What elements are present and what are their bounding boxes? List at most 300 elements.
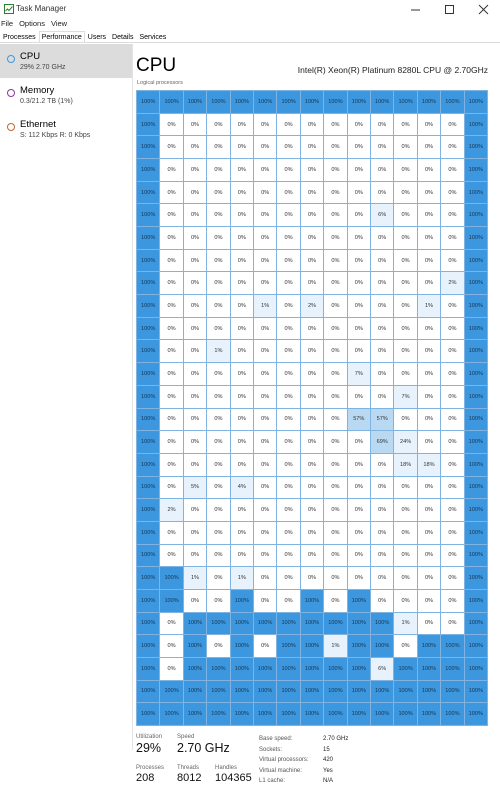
processor-cell: 0% (371, 272, 393, 294)
processor-cell: 0% (441, 567, 463, 589)
processor-cell: 0% (254, 204, 276, 226)
processor-cell: 0% (348, 454, 370, 476)
processor-cell: 100% (394, 658, 416, 680)
detail-key: Virtual processors: (259, 757, 309, 764)
processor-cell: 0% (348, 431, 370, 453)
processor-cell: 100% (465, 340, 487, 362)
processor-cell: 0% (324, 386, 346, 408)
processor-cell: 0% (324, 295, 346, 317)
processor-cell: 0% (207, 386, 229, 408)
processor-cell: 0% (231, 545, 253, 567)
processor-cell: 0% (348, 250, 370, 272)
processor-cell: 0% (231, 318, 253, 340)
processor-cell: 0% (301, 204, 323, 226)
processor-cell: 0% (324, 318, 346, 340)
processor-cell: 0% (277, 363, 299, 385)
processor-cell: 100% (371, 635, 393, 657)
menu-bar (0, 18, 72, 30)
minimize-button[interactable] (398, 0, 432, 18)
processor-cell: 100% (348, 658, 370, 680)
processor-cell: 0% (348, 386, 370, 408)
processor-cell: 0% (371, 250, 393, 272)
processor-cell: 0% (441, 590, 463, 612)
processor-cell: 69% (371, 431, 393, 453)
memory-graph-icon (7, 89, 15, 97)
processor-cell: 100% (137, 182, 159, 204)
processor-cell: 0% (231, 182, 253, 204)
processor-cell: 0% (394, 136, 416, 158)
processor-cell: 7% (394, 386, 416, 408)
sidebar-item-memory[interactable] (0, 78, 132, 112)
tab-performance[interactable]: Performance (39, 31, 85, 42)
processor-cell: 1% (324, 635, 346, 657)
processor-cell: 0% (441, 431, 463, 453)
utilization-label: Utilization (136, 734, 163, 740)
processor-cell: 1% (418, 295, 440, 317)
processor-cell: 100% (441, 91, 463, 113)
processor-cell: 0% (207, 295, 229, 317)
processor-cell: 0% (184, 386, 206, 408)
processor-cell: 0% (231, 454, 253, 476)
processor-cell: 0% (277, 295, 299, 317)
processor-cell: 0% (231, 409, 253, 431)
processor-cell: 0% (348, 204, 370, 226)
processor-cell: 0% (441, 204, 463, 226)
processor-cell: 0% (160, 658, 182, 680)
processor-cell: 0% (301, 136, 323, 158)
detail-key: Virtual machine: (259, 767, 302, 774)
processor-cell: 100% (254, 681, 276, 703)
processor-cell: 100% (231, 658, 253, 680)
processor-cell: 0% (324, 590, 346, 612)
processor-cell: 0% (418, 340, 440, 362)
detail-row (259, 745, 348, 756)
processor-cell: 100% (465, 227, 487, 249)
sidebar-item-cpu[interactable] (0, 44, 132, 78)
processor-cell: 100% (184, 613, 206, 635)
processor-cell: 100% (301, 613, 323, 635)
grid-label: Logical processors (137, 80, 183, 86)
processor-cell: 100% (465, 431, 487, 453)
processor-cell: 0% (207, 409, 229, 431)
processor-cell: 100% (231, 703, 253, 725)
processor-cell: 0% (394, 159, 416, 181)
processor-cell: 0% (301, 522, 323, 544)
processor-cell: 0% (207, 590, 229, 612)
processor-cell: 0% (254, 136, 276, 158)
processor-cell: 100% (465, 454, 487, 476)
processor-cell: 0% (394, 318, 416, 340)
processor-cell: 0% (371, 477, 393, 499)
detail-row (259, 734, 348, 745)
processor-cell: 0% (441, 477, 463, 499)
processor-cell: 0% (301, 477, 323, 499)
processor-cell: 100% (465, 703, 487, 725)
processor-cell: 0% (160, 409, 182, 431)
processor-cell: 0% (418, 114, 440, 136)
processor-cell: 0% (277, 159, 299, 181)
processor-cell: 0% (394, 499, 416, 521)
processor-cell: 100% (137, 204, 159, 226)
processor-cell: 0% (418, 250, 440, 272)
processor-cell: 0% (184, 159, 206, 181)
menu-file[interactable]: File (1, 19, 14, 28)
processor-cell: 0% (371, 386, 393, 408)
processor-cell: 0% (160, 227, 182, 249)
processor-cell: 0% (207, 159, 229, 181)
processor-cell: 0% (441, 499, 463, 521)
processor-cell: 0% (348, 340, 370, 362)
processor-cell: 0% (277, 522, 299, 544)
processor-cell: 0% (301, 409, 323, 431)
threads-label: Threads (177, 765, 200, 771)
speed-label: Speed (177, 734, 195, 740)
processor-cell: 0% (184, 545, 206, 567)
processor-cell: 0% (324, 409, 346, 431)
processor-cell: 100% (418, 681, 440, 703)
processor-cell: 100% (348, 590, 370, 612)
processor-cell: 0% (160, 386, 182, 408)
processor-cell: 100% (324, 681, 346, 703)
processor-cell: 0% (207, 477, 229, 499)
processor-cell: 0% (254, 545, 276, 567)
processor-cell: 100% (465, 658, 487, 680)
page-title: CPU (136, 55, 177, 76)
processor-cell: 0% (277, 318, 299, 340)
processor-cell: 100% (254, 658, 276, 680)
menu-view[interactable]: View (50, 19, 68, 28)
processor-cell: 0% (207, 204, 229, 226)
processor-cell: 0% (277, 272, 299, 294)
processor-cell: 100% (465, 363, 487, 385)
close-button[interactable] (466, 0, 500, 18)
processor-cell: 0% (277, 227, 299, 249)
processor-cell: 0% (441, 295, 463, 317)
processor-cell: 0% (231, 272, 253, 294)
processor-cell: 0% (324, 363, 346, 385)
processor-cell: 0% (348, 227, 370, 249)
processor-cell: 0% (441, 340, 463, 362)
processor-cell: 0% (184, 136, 206, 158)
cpu-details-list (259, 734, 348, 787)
processor-cell: 100% (465, 590, 487, 612)
processor-cell: 0% (254, 409, 276, 431)
processor-cell: 1% (394, 613, 416, 635)
processor-cell: 0% (394, 567, 416, 589)
processor-cell: 0% (418, 590, 440, 612)
processor-cell: 0% (207, 454, 229, 476)
processor-cell: 100% (465, 114, 487, 136)
processor-cell: 0% (441, 227, 463, 249)
processor-cell: 0% (277, 182, 299, 204)
processor-cell: 100% (254, 703, 276, 725)
processor-cell: 0% (324, 204, 346, 226)
processor-cell: 100% (137, 227, 159, 249)
processor-cell: 0% (371, 182, 393, 204)
processor-cell: 0% (254, 363, 276, 385)
processor-cell: 100% (465, 272, 487, 294)
processor-cell: 0% (324, 272, 346, 294)
processor-cell: 100% (465, 635, 487, 657)
processor-cell: 0% (301, 318, 323, 340)
sidebar-item-label: CPU (20, 51, 41, 62)
cpu-graph-icon (7, 55, 15, 63)
processor-cell: 100% (160, 91, 182, 113)
processor-cell: 0% (277, 340, 299, 362)
processor-cell: 100% (137, 590, 159, 612)
processor-cell: 100% (277, 703, 299, 725)
processor-cell: 0% (301, 454, 323, 476)
processor-cell: 0% (254, 386, 276, 408)
processor-cell: 100% (137, 272, 159, 294)
processor-cell: 100% (465, 386, 487, 408)
processor-cell: 0% (277, 386, 299, 408)
processor-cell: 100% (465, 159, 487, 181)
processor-cell: 0% (371, 136, 393, 158)
processor-cell: 18% (418, 454, 440, 476)
processor-cell: 100% (465, 681, 487, 703)
processor-cell: 0% (160, 340, 182, 362)
processor-cell: 100% (348, 635, 370, 657)
processor-cell: 0% (207, 499, 229, 521)
processor-cell: 0% (277, 590, 299, 612)
processor-cell: 0% (301, 340, 323, 362)
processor-cell: 0% (324, 136, 346, 158)
cpu-model-name: Intel(R) Xeon(R) Platinum 8280L CPU @ 2.70GHz (297, 65, 488, 75)
processor-cell: 0% (160, 613, 182, 635)
processor-cell: 100% (137, 454, 159, 476)
processor-cell: 0% (441, 454, 463, 476)
processor-cell: 100% (277, 613, 299, 635)
processor-cell: 0% (418, 386, 440, 408)
processor-cell: 0% (418, 409, 440, 431)
processor-cell: 0% (184, 114, 206, 136)
processor-cell: 0% (394, 409, 416, 431)
processor-cell: 0% (231, 499, 253, 521)
processor-cell: 100% (465, 250, 487, 272)
processor-cell: 0% (371, 545, 393, 567)
processor-cell: 0% (301, 272, 323, 294)
processor-cell: 100% (137, 159, 159, 181)
processor-cell: 0% (277, 409, 299, 431)
processor-cell: 0% (301, 114, 323, 136)
sidebar-item-ethernet[interactable] (0, 112, 132, 146)
processor-cell: 0% (301, 545, 323, 567)
processor-cell: 0% (254, 454, 276, 476)
processor-cell: 0% (394, 114, 416, 136)
processor-cell: 0% (301, 431, 323, 453)
speed-value: 2.70 GHz (177, 741, 230, 755)
processor-cell: 100% (465, 522, 487, 544)
processor-cell: 100% (277, 635, 299, 657)
processor-cell: 0% (418, 159, 440, 181)
processor-cell: 100% (137, 386, 159, 408)
processes-value: 208 (136, 772, 155, 784)
tab-processes[interactable]: Processes (3, 34, 36, 41)
processor-cell: 0% (277, 136, 299, 158)
processor-cell: 100% (301, 91, 323, 113)
processor-cell: 0% (160, 522, 182, 544)
processor-cell: 0% (394, 522, 416, 544)
processor-cell: 0% (348, 136, 370, 158)
sidebar-item-detail: 0.3/21.2 TB (1%) (20, 98, 73, 105)
processor-cell: 100% (231, 91, 253, 113)
processor-cell: 0% (394, 477, 416, 499)
performance-panel (133, 44, 500, 785)
processor-cell: 1% (207, 340, 229, 362)
tab-bar (0, 31, 500, 43)
processor-cell: 6% (371, 204, 393, 226)
processor-cell: 100% (137, 703, 159, 725)
processor-cell: 100% (207, 658, 229, 680)
processor-cell: 0% (418, 522, 440, 544)
processor-cell: 0% (348, 499, 370, 521)
menu-options[interactable]: Options (19, 19, 45, 28)
processor-cell: 100% (324, 658, 346, 680)
tab-details[interactable]: Details (112, 34, 134, 41)
processor-cell: 100% (371, 681, 393, 703)
processor-cell: 100% (394, 681, 416, 703)
tab-services[interactable]: Services (139, 34, 167, 41)
processor-cell: 0% (160, 431, 182, 453)
processor-cell: 0% (184, 182, 206, 204)
maximize-button[interactable] (432, 0, 466, 18)
processor-cell: 100% (160, 681, 182, 703)
processor-cell: 100% (441, 681, 463, 703)
processor-cell: 100% (207, 91, 229, 113)
processor-cell: 0% (441, 363, 463, 385)
processor-cell: 0% (348, 522, 370, 544)
processor-cell: 0% (184, 340, 206, 362)
ethernet-graph-icon (7, 123, 15, 131)
processor-cell: 0% (301, 386, 323, 408)
processor-cell: 100% (441, 703, 463, 725)
processor-cell: 0% (324, 431, 346, 453)
processor-cell: 0% (184, 454, 206, 476)
processor-cell: 0% (277, 114, 299, 136)
processor-cell: 100% (137, 91, 159, 113)
processor-cell: 100% (465, 204, 487, 226)
processor-cell: 0% (301, 250, 323, 272)
threads-stat (177, 765, 201, 784)
processor-cell: 0% (348, 477, 370, 499)
processor-cell: 0% (231, 159, 253, 181)
processor-cell: 0% (207, 272, 229, 294)
maximize-icon (445, 5, 454, 14)
processor-cell: 0% (324, 545, 346, 567)
processor-cell: 2% (441, 272, 463, 294)
processor-cell: 100% (137, 658, 159, 680)
processor-cell: 0% (160, 159, 182, 181)
processor-cell: 100% (301, 635, 323, 657)
processor-cell: 0% (394, 250, 416, 272)
processor-cell: 0% (324, 114, 346, 136)
processor-cell: 0% (277, 477, 299, 499)
processor-cell: 0% (348, 567, 370, 589)
processor-cell: 0% (160, 635, 182, 657)
processor-cell: 100% (418, 658, 440, 680)
processor-cell: 100% (231, 613, 253, 635)
processor-cell: 5% (184, 477, 206, 499)
processor-cell: 0% (231, 204, 253, 226)
processor-cell: 0% (301, 227, 323, 249)
processor-cell: 0% (394, 204, 416, 226)
processor-cell: 100% (465, 182, 487, 204)
stats-panel (133, 734, 500, 794)
processor-cell: 100% (207, 703, 229, 725)
processor-cell: 0% (301, 363, 323, 385)
processor-cell: 0% (184, 204, 206, 226)
detail-value: 420 (323, 757, 334, 764)
processor-cell: 0% (371, 318, 393, 340)
processor-cell: 0% (184, 409, 206, 431)
processor-cell: 100% (418, 703, 440, 725)
processor-cell: 0% (348, 114, 370, 136)
processor-cell: 100% (465, 499, 487, 521)
processor-cell: 0% (441, 182, 463, 204)
processor-cell: 100% (465, 91, 487, 113)
processor-cell: 100% (324, 91, 346, 113)
processor-cell: 0% (231, 136, 253, 158)
processor-cell: 24% (394, 431, 416, 453)
detail-value: Yes (323, 767, 333, 774)
processor-cell: 0% (418, 477, 440, 499)
processor-cell: 0% (371, 227, 393, 249)
detail-key: Base speed: (259, 736, 293, 743)
close-icon (479, 5, 488, 14)
processor-cell: 0% (394, 182, 416, 204)
processor-cell: 6% (371, 658, 393, 680)
processor-cell: 0% (418, 431, 440, 453)
processor-cell: 0% (441, 159, 463, 181)
processor-cell: 0% (160, 318, 182, 340)
processor-cell: 100% (277, 681, 299, 703)
processor-cell: 100% (137, 567, 159, 589)
processor-cell: 0% (254, 159, 276, 181)
processor-cell: 100% (301, 703, 323, 725)
processor-cell: 100% (137, 295, 159, 317)
processor-cell: 0% (277, 567, 299, 589)
processor-cell: 0% (371, 114, 393, 136)
processor-cell: 0% (371, 567, 393, 589)
processor-cell: 0% (160, 272, 182, 294)
processor-cell: 0% (184, 522, 206, 544)
processor-cell: 0% (418, 272, 440, 294)
detail-value: N/A (323, 778, 334, 785)
processor-cell: 100% (348, 681, 370, 703)
processor-cell: 0% (184, 499, 206, 521)
processor-cell: 0% (301, 567, 323, 589)
handles-stat (215, 765, 252, 784)
processor-cell: 7% (348, 363, 370, 385)
processor-cell: 0% (394, 590, 416, 612)
processor-cell: 0% (231, 250, 253, 272)
tab-users[interactable]: Users (87, 34, 107, 41)
processor-cell: 0% (184, 272, 206, 294)
processor-cell: 0% (324, 567, 346, 589)
processor-cell: 0% (231, 386, 253, 408)
processor-cell: 0% (254, 635, 276, 657)
processor-cell: 100% (160, 703, 182, 725)
processor-cell: 100% (160, 567, 182, 589)
processor-cell: 0% (207, 522, 229, 544)
processor-cell: 0% (254, 227, 276, 249)
processor-cell: 0% (160, 477, 182, 499)
processor-cell: 100% (137, 613, 159, 635)
processor-cell: 0% (254, 499, 276, 521)
processor-cell: 0% (418, 182, 440, 204)
processor-cell: 0% (371, 454, 393, 476)
